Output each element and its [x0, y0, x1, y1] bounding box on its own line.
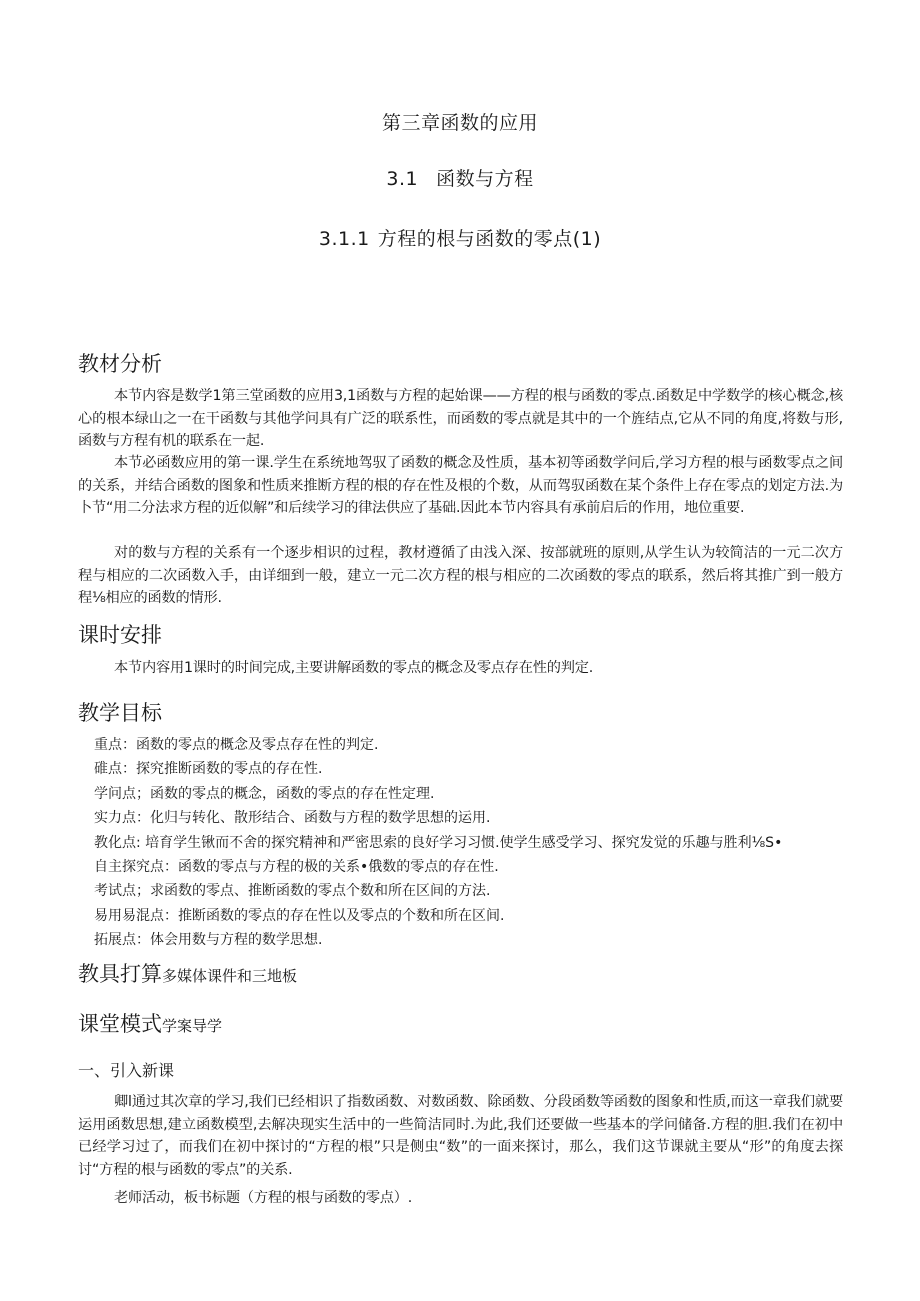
tools-text: 多媒体课件和三地板 — [162, 967, 298, 985]
analysis-paragraph-2: 本节必函数应用的第一课.学生在系统地驾驭了函数的概念及性质，基本初等函数学问后,学习方程的根与函数零点之间的关系，并结合函数的图象和性质来推断方程的根的存在性及根的个数，从而驾驭函数在某个条件上存在零点的划定方法.为卜节“用二分法求方程的近似解”和后续学习的律法供应了基础.因此本节内容具有承前启后的作用，地位重要. — [78, 455, 843, 516]
mode-text: 学案导学 — [162, 1017, 223, 1035]
goal-item: 自主探究点：函数的零点与方程的极的关系•俄数的零点的存在性. — [94, 859, 499, 876]
schedule-text: 本节内容用1课时的时间完成,主要讲解函数的零点的概念及零点存在性的判定. — [114, 660, 594, 676]
tools-heading-text: 教具打算 — [78, 962, 162, 986]
schedule-heading: 课时安排 — [78, 623, 162, 647]
intro-heading: 一、引入新课 — [78, 1061, 175, 1080]
goals-list — [94, 733, 782, 953]
section-title-text: 函数与方程 — [436, 168, 534, 190]
intro-paragraph-1: 卿l通过其次章的学习,我们已经相识了指数函数、对数函数、除函数、分段函数等函数的图象和性质,而这一章我们就要运用函数思想,建立函数模型,去解决现实生活中的一些简洁同时.为此,我们还要做一些基本的学问储备.方程的胆.我们在初中已经学习过了，而我们在初中探讨的“方程的根”只是侧虫“数”的一面来探讨，那么，我们这节课就主要从“形”的角度去探讨“方程的根与函数的零点”的关系. — [78, 1094, 843, 1178]
goal-item: 学问点；函数的零点的概念，函数的零点的存在性定理. — [94, 785, 435, 802]
subsection-title-text: 方程的根与函数的零点(1) — [377, 228, 602, 250]
goal-item: 碓点：探究推断函数的零点的存在性. — [94, 761, 323, 778]
tools-heading — [78, 958, 297, 988]
subsection-title — [0, 224, 920, 251]
analysis-heading: 教材分析 — [78, 352, 162, 376]
analysis-paragraph-1: 本节内容是数学1第三堂函数的应用3,1函数与方程的起始课——方程的根与函数的零点.函数足中学数学的核心概念,核心的根本绿山之一在干函数与其他学问具有广泛的联系性，而函数的零点就是其中的一个旌结点,它从不同的角度,将数与形,函数与方程有机的联系在一起. — [78, 388, 843, 449]
goals-heading: 教学目标 — [78, 701, 162, 725]
section-number: 3.1 — [386, 168, 419, 190]
chapter-title: 第三章函数的应用 — [381, 112, 538, 134]
section-title — [0, 164, 920, 191]
goal-item: 重点：函数的零点的概念及零点存在性的判定. — [94, 737, 379, 753]
mode-heading-text: 课堂模式 — [78, 1012, 162, 1036]
goal-item: 易用易混点：推断函数的零点的存在性以及零点的个数和所在区间. — [94, 907, 505, 924]
subsection-number: 3.1.1 — [318, 228, 370, 250]
analysis-paragraph-3: 对的数与方程的关系有一个逐步相识的过程，教材遵循了由浅入深、按部就班的原则,从学生认为较简洁的一元二次方程与相应的二次函数入手，由详细到一般，建立一元二次方程的根与相应的二次函数的零点的联系，然后将其推广到一般方程⅛相应的函数的情形. — [78, 545, 843, 606]
goal-item: 教化点: 培育学生锹而不舍的探究精神和严密思索的良好学习习惯.使学生感受学习、探究发觉的乐趣与胜利⅛S• — [94, 834, 783, 851]
mode-heading — [78, 1008, 222, 1038]
goal-item: 实力点：化归与转化、散形结合、函数与方程的数学思想的运用. — [94, 810, 491, 827]
goal-item: 考试点；求函数的零点、推断函数的零点个数和所在区间的方法. — [94, 883, 491, 900]
intro-paragraph-2: 老师活动，板书标题（方程的根与函数的零点）. — [114, 1190, 413, 1206]
goal-item: 拓展点：体会用数与方程的数学思想. — [94, 932, 323, 949]
